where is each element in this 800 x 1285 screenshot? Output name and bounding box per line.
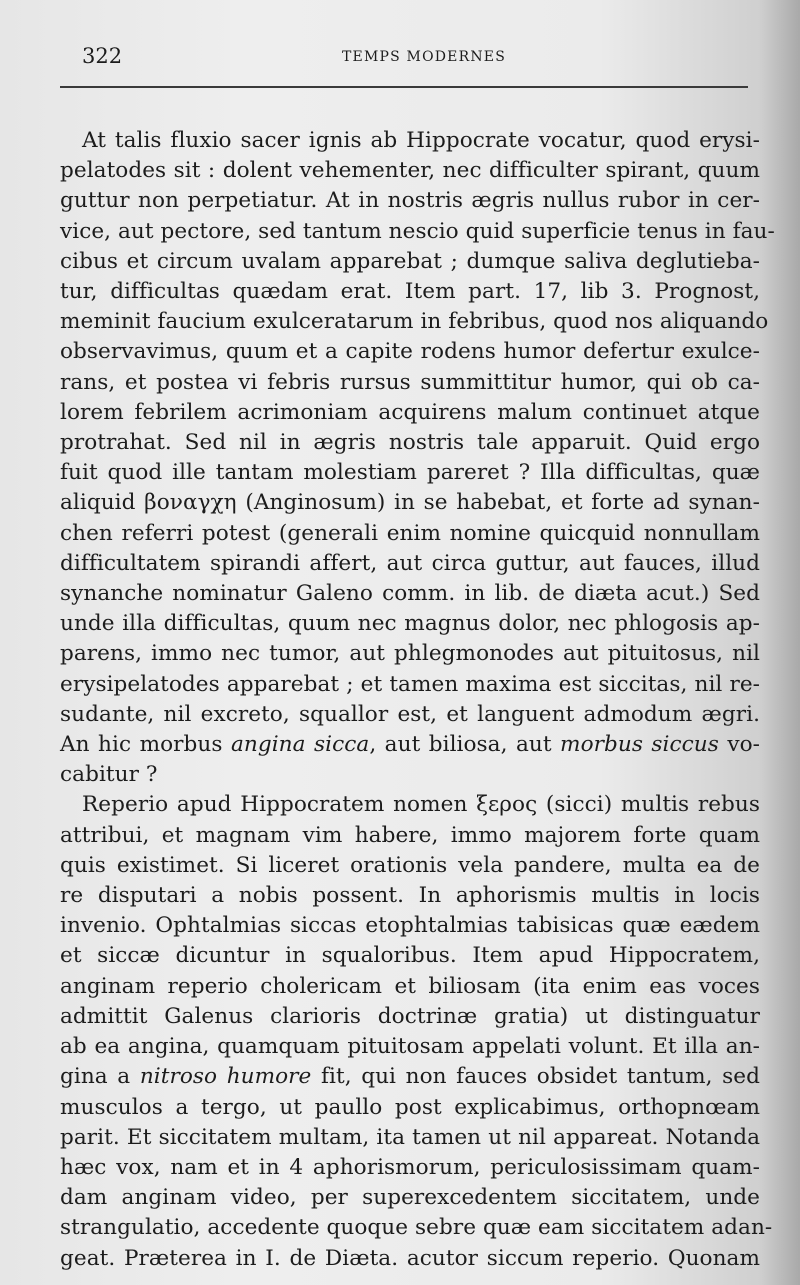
text-line: admittit Galenus clarioris doctrinæ gratia) ut distinguatur xyxy=(60,1003,760,1029)
text-line: pelatodes sit : dolent vehementer, nec difficulter spirant, quum xyxy=(60,158,760,184)
text-line: musculos a tergo, ut paullo post explicabimus, orthopnœam xyxy=(60,1094,760,1120)
text-line: At talis fluxio sacer ignis ab Hippocrate vocatur, quod erysi- xyxy=(82,128,760,153)
text-line: anginam reperio cholericam et biliosam (ita enim eas voces xyxy=(60,973,760,999)
text-line: fuit quod ille tantam molestiam pareret ? Illa difficultas, quæ xyxy=(60,460,760,486)
text-line: meminit faucium exulceratarum in febribus, quod nos aliquando xyxy=(60,309,769,335)
text-line: Reperio apud Hippocratem nomen ξερος (sicci) multis rebus xyxy=(82,792,760,818)
text-line: difficultatem spirandi affert, aut circa guttur, aut fauces, illud xyxy=(60,550,760,576)
text-line: An hic morbus angina sicca, aut biliosa, aut morbus siccus vo- xyxy=(60,732,760,758)
text-line: parit. Et siccitatem multam, ita tamen ut nil appareat. Notanda xyxy=(60,1124,760,1150)
text-line: sudante, nil excreto, squallor est, et languent admodum ægri. xyxy=(60,701,760,727)
text-line: hæc vox, nam et in 4 aphorismorum, periculosissimam quam- xyxy=(60,1154,760,1180)
text-line: unde illa difficultas, quum nec magnus dolor, nec phlogosis ap- xyxy=(60,611,760,637)
text-line: protrahat. Sed nil in ægris nostris tale apparuit. Quid ergo xyxy=(60,430,760,456)
text-line: invenio. Ophtalmias siccas etophtalmias tabisicas quæ eædem xyxy=(60,913,760,939)
text-line: dam anginam video, per superexcedentem siccitatem, unde xyxy=(60,1185,760,1211)
text-line: parens, immo nec tumor, aut phlegmonodes aut pituitosus, nil xyxy=(60,641,760,667)
text-line: strangulatio, accedente quoque sebre quæ eam siccitatem adan- xyxy=(60,1215,773,1241)
text-line: synanche nominatur Galeno comm. in lib. de diæta acut.) Sed xyxy=(60,581,760,607)
text-line: ab ea angina, quamquam pituitosam appelati volunt. Et illa an- xyxy=(60,1034,760,1060)
text-line: gina a nitroso humore fit, qui non fauces obsidet tantum, sed xyxy=(60,1064,761,1090)
text-line: attribui, et magnam vim habere, immo majorem forte quam xyxy=(60,822,760,848)
text-line: et siccæ dicuntur in squaloribus. Item apud Hippocratem, xyxy=(60,943,760,969)
text-line: lorem febrilem acrimoniam acquirens malum continuet atque xyxy=(60,399,760,425)
text-line: aliquid βοναγχη (Anginosum) in se habebat, et forte ad synan- xyxy=(60,490,760,516)
text-line: erysipelatodes apparebat ; et tamen maxima est siccitas, nil re- xyxy=(60,671,760,697)
text-line: cibus et circum uvalam apparebat ; dumque saliva deglutieba- xyxy=(60,248,760,274)
text-line: rans, et postea vi febris rursus summittitur humor, qui ob ca- xyxy=(60,369,760,395)
text-line: quis existimet. Si liceret orationis vela pandere, multa ea de xyxy=(60,852,760,878)
header-rule xyxy=(60,86,748,88)
text-line: geat. Præterea in I. de Diæta. acutor siccum reperio. Quonam xyxy=(60,1245,760,1271)
text-line: cabitur ? xyxy=(60,762,158,788)
page-number: 322 xyxy=(82,44,123,68)
body-text xyxy=(60,126,775,1274)
text-line: chen referri potest (generali enim nomine quicquid nonnullam xyxy=(60,520,760,546)
text-line: re disputari a nobis possent. In aphorismis multis in locis xyxy=(60,883,760,909)
page-header xyxy=(60,44,748,74)
text-line: guttur non perpetiatur. At in nostris ægris nullus rubor in cer- xyxy=(60,188,760,214)
text-line: vice, aut pectore, sed tantum nescio quid superficie tenus in fau- xyxy=(60,218,775,244)
running-head: TEMPS MODERNES xyxy=(341,49,506,65)
text-line: observavimus, quum et a capite rodens humor defertur exulce- xyxy=(60,339,760,365)
text-line: tur, difficultas quædam erat. Item part. 17, lib 3. Prognost, xyxy=(60,279,760,305)
